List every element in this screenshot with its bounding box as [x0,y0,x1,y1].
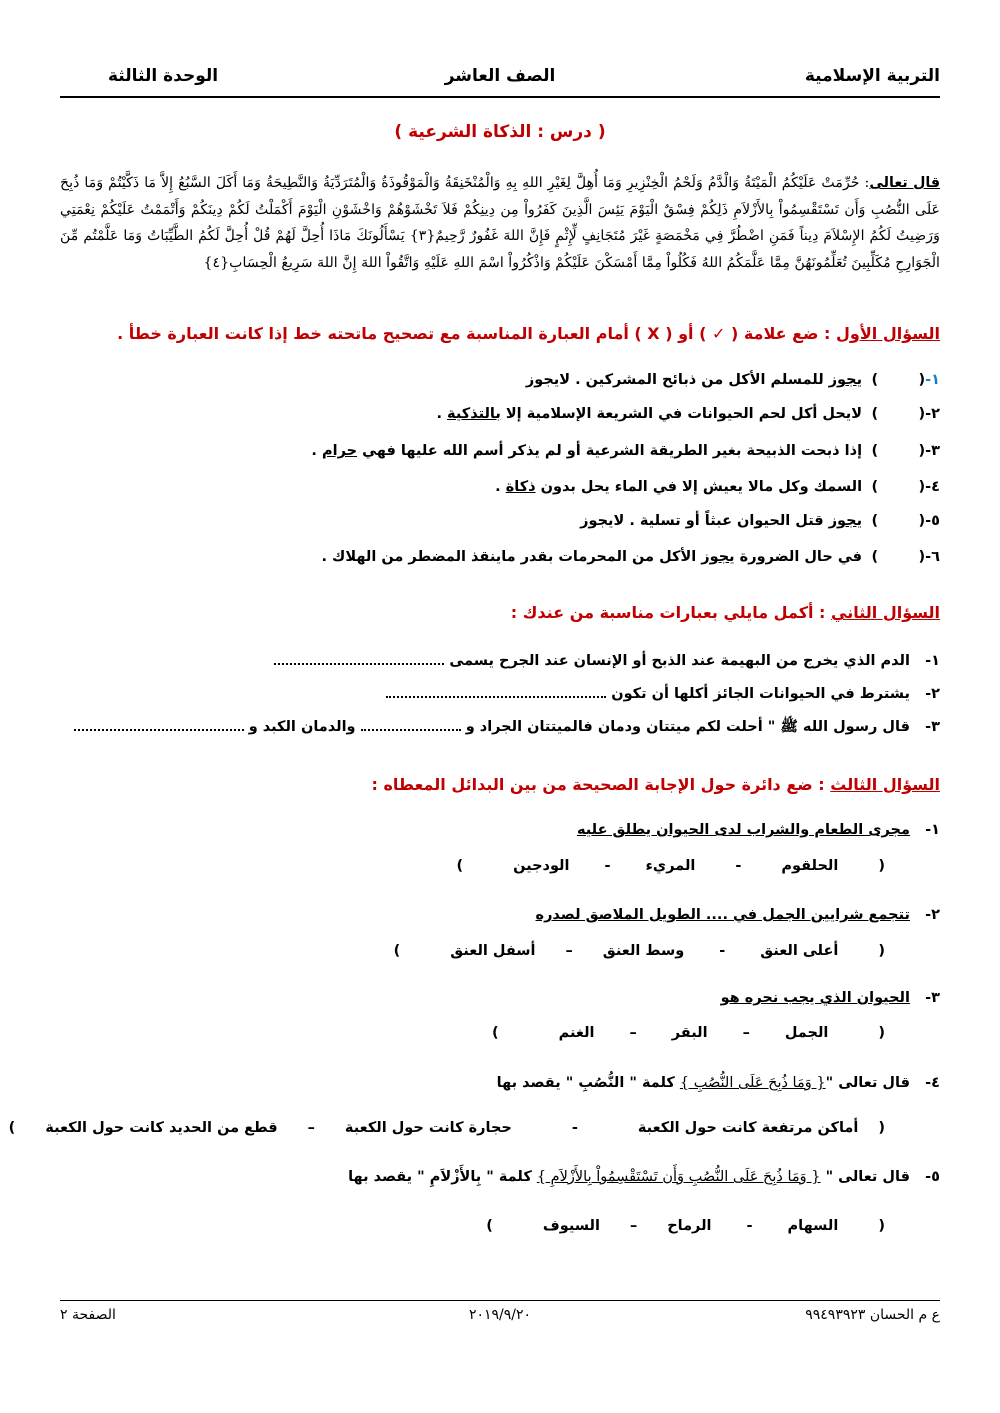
separator: - [571,1120,578,1136]
q3-instruction: : ضع دائرة حول الإجابة الصحيحة من بين البدائل المعطاه : [371,775,825,794]
quran-verse [60,170,940,276]
q2-item-3 [74,717,940,739]
q1-item-5 [580,513,940,529]
answer-blank[interactable] [386,684,606,698]
answer-blank[interactable] [274,651,444,665]
option[interactable]: قطع من الحديد كانت حول الكعبة [45,1120,278,1136]
answer-bracket[interactable]: ( ) [871,372,926,388]
underlined-word: حرام [321,443,358,459]
close-paren: ) [492,1025,499,1041]
item-number: ٤- [925,479,940,495]
unit-title: الوحدة الثالثة [108,66,219,86]
q2-item-1 [274,651,940,669]
separator: - [735,858,742,874]
subject-title: التربية الإسلامية [804,66,940,86]
underlined-word: يجوز [828,372,863,388]
q1-heading [117,324,940,343]
option[interactable]: السهام [787,1218,839,1234]
close-paren: ) [393,943,401,959]
item-text: يشترط في الحيوانات الجائز أكلها أن تكون [611,686,910,702]
close-paren: ) [486,1218,493,1234]
item-text: الدم الذي يخرج من البهيمة عند الذبح أو الإنسان عند الجرح يسمى [449,653,910,669]
q2-label: السؤال الثاني [831,603,940,622]
answer-blank[interactable] [74,717,244,731]
q1-label: السؤال الأول [836,324,940,343]
option[interactable]: السيوف [542,1218,600,1234]
grade-title: الصف العاشر [444,66,556,86]
item-number: ٦- [925,549,940,565]
item-text-pre: السمك وكل مالا يعيش إلا في الماء يحل بدون [535,479,863,495]
question-pre: قال تعالى " [825,1075,910,1091]
footer-date: ٢٠١٩/٩/٢٠ [468,1307,532,1323]
question-quote: { وَمَا ذُبِحَ عَلَى النُّصُبِ وَأَن تَسْتَقْسِمُواْ بِالأَزْلاَمِ } [536,1169,821,1185]
option[interactable]: حجارة كانت حول الكعبة [344,1120,512,1136]
underlined-word: بالتذكية [447,406,501,422]
option[interactable]: المريء [645,858,696,874]
q1-item-2 [436,406,940,422]
item-number: ٢- [925,406,940,422]
q3-heading [371,775,940,794]
item-number: ٢- [925,686,940,702]
q3-question-5 [348,1169,940,1185]
q3-options-4 [9,1120,885,1136]
q1-item-4 [495,479,940,495]
item-text: قال رسول الله ﷺ " أحلت لكم ميتتان ودمان فالميتتان الجراد و [465,719,910,735]
q1-instruction: : ضع علامة ( ✓ ) أو ( X ) أمام العبارة المناسبة مع تصحيح ماتحته خط إذا كانت العبارة خطأ . [117,324,831,343]
item-text-pre: في حال الضرورة [734,549,863,565]
open-paren: ( [878,943,885,959]
footer-rule [60,1300,940,1301]
option[interactable]: الودجين [513,858,570,874]
separator: - [604,858,611,874]
question-pre: قال تعالى " [820,1169,910,1185]
answer-bracket[interactable]: ( ) [871,549,926,565]
option[interactable]: الحلقوم [781,858,839,874]
q1-item-6 [321,549,940,565]
option[interactable]: الجمل [784,1025,829,1041]
q1-item-3 [311,443,940,459]
separator: – [629,1218,638,1234]
item-number: ٤- [925,1075,940,1091]
item-number: ٥- [925,1169,940,1185]
item-number: ١- [925,822,940,838]
q3-label: السؤال الثالث [830,775,940,794]
item-text-pre: لايحل أكل لحم الحيوانات في الشريعة الإسلامية إلا [500,406,863,422]
item-number: ١- [925,653,940,669]
item-number: ٣- [925,443,940,459]
q3-question-4 [497,1075,940,1091]
q1-item-1 [526,372,940,388]
item-text-pre: إذا ذبحت الذبيحة بغير الطريقة الشرعية أو لم يذكر أسم الله عليها فهي [357,443,863,459]
item-text-post: . [495,479,506,495]
question-text: تتجمع شرايين الجمل في .... الطويل الملاصق لصدره [535,907,910,923]
option[interactable]: أعلى العنق [760,943,839,959]
answer-bracket[interactable]: ( ) [871,443,926,459]
answer-bracket[interactable]: ( ) [871,479,926,495]
separator: - [719,943,726,959]
underlined-word: ذكاة [505,479,536,495]
option[interactable]: أسفل العنق [450,943,536,959]
open-paren: ( [878,1025,885,1041]
q3-question-1 [577,822,940,838]
option[interactable]: وسط العنق [602,943,685,959]
separator: – [565,943,573,959]
answer-bracket[interactable]: ( ) [871,513,926,529]
q2-instruction: : أكمل مايلي بعبارات مناسبة من عندك : [510,603,826,622]
lesson-title: ( درس : الذكاة الشرعية ) [394,122,606,142]
header-rule [60,96,940,98]
separator: – [307,1120,315,1136]
open-paren: ( [878,1218,885,1234]
item-number: ٥- [925,513,940,529]
footer-author: ع م الحسان ٩٩٤٩٣٩٢٣ [805,1307,940,1323]
item-number: ٣- [925,990,940,1006]
q3-options-3 [492,1025,885,1041]
answer-blank[interactable] [361,717,461,731]
q3-question-3 [721,990,940,1006]
footer-page: الصفحة ٢ [60,1307,116,1323]
separator: - [746,1218,753,1234]
underlined-word: يجوز [701,549,735,565]
item-text: والدمان الكبد و [248,719,356,735]
separator: – [742,1025,750,1041]
item-text-post: الأكل من المحرمات بقدر ماينقذ المضطر من الهلاك . [321,549,702,565]
verse-label: قال تعالى [869,175,941,191]
item-number: ٣- [925,719,940,735]
close-paren: ) [456,858,464,874]
answer-bracket[interactable]: ( ) [871,406,926,422]
separator: – [629,1025,637,1041]
q3-options-2 [394,943,885,959]
question-text: الحيوان الذي يجب نحره هو [720,990,910,1006]
item-text-post: قتل الحيوان عبثاً أو تسلية . لايجوز [580,513,829,529]
open-paren: ( [878,1120,885,1136]
open-paren: ( [878,858,885,874]
q3-options-1 [456,858,885,874]
verse-text: : حُرِّمَتْ عَلَيْكُمُ الْمَيْتَةُ وَالْدَّمُ وَلَحْمُ الْخِنْزِيرِ وَمَا أُهِلَّ لِغَيْرِ اللهِ بِهِ وَالْمُنْخَنِقَةُ وَالْمَوْقُوذَةُ وَالْمُتَرَدِّيَةُ وَالنَّطِيحَةُ وَمَا أَكَلَ السَّبُعُ إِلاَّ مَا ذَكَّيْتُمْ وَمَا ذُبِحَ عَلَى النُّصُبِ وَأَن تَسْتَقْسِمُواْ بِالأَزْلاَمِ ذَلِكُمْ فِسْقٌ الْيَوْمَ يَئِسَ الَّذِينَ كَفَرُواْ مِن دِينِكُمْ فَلاَ تَخْشَوْهُمْ وَاخْشَوْنِ الْيَوْمَ أَكْمَلْتُ لَكُمْ دِينَكُمْ وَأَتْمَمْتُ عَلَيْكُمْ نِعْمَتِي وَرَضِيتُ لَكُمُ الإِسْلاَمَ دِيناً فَمَنِ اضْطُرَّ فِي مَخْمَصَةٍ غَيْرَ مُتَجَانِفٍ لِّإِثْمٍ فَإِنَّ اللهَ غَفُورٌ رَّحِيمٌ{٣} يَسْأَلُونَكَ مَاذَا أُحِلَّ لَهُمْ قُلْ أُحِلَّ لَكُمُ الطَّيِّبَاتُ وَمَا عَلَّمْتُم مِّنَ الْجَوَارِحِ مُكَلِّبِينَ تُعَلِّمُونَهُنَّ مِمَّا عَلَّمَكُمُ اللهُ فَكُلُواْ مِمَّا أَمْسَكْنَ عَلَيْكُمْ وَاذْكُرُواْ اسْمَ اللهِ عَلَيْهِ وَاتَّقُواْ اللهَ إِنَّ اللهَ سَرِيعُ الْحِسَابِ{٤} [60,175,940,271]
q2-heading [511,603,940,622]
question-post: كلمة " النُّصُبِ " يقصد بها [496,1075,680,1091]
q2-item-2 [386,684,940,702]
item-number: ٢- [925,907,940,923]
question-text: مجرى الطعام والشراب لدى الحيوان يطلق عليه [576,822,910,838]
q3-options-5 [486,1218,885,1234]
question-post: كلمة " بِالأَزْلاَمِ " يقصد بها [348,1169,537,1185]
option[interactable]: أماكن مرتفعة كانت حول الكعبة [637,1120,859,1136]
item-number: ١- [925,372,940,388]
underlined-word: يجوز [828,513,863,529]
option[interactable]: الرماح [667,1218,712,1234]
option[interactable]: البقر [671,1025,708,1041]
item-text-post: للمسلم الأكل من ذبائح المشركين . لايجوز [525,372,829,388]
question-quote: { وَمَا ذُبِحَ عَلَى النُّصُبِ } [679,1075,826,1091]
item-text-post: . [436,406,448,422]
item-text-post: . [311,443,322,459]
option[interactable]: الغنم [558,1025,595,1041]
close-paren: ) [8,1120,16,1136]
q3-question-2 [536,907,940,923]
